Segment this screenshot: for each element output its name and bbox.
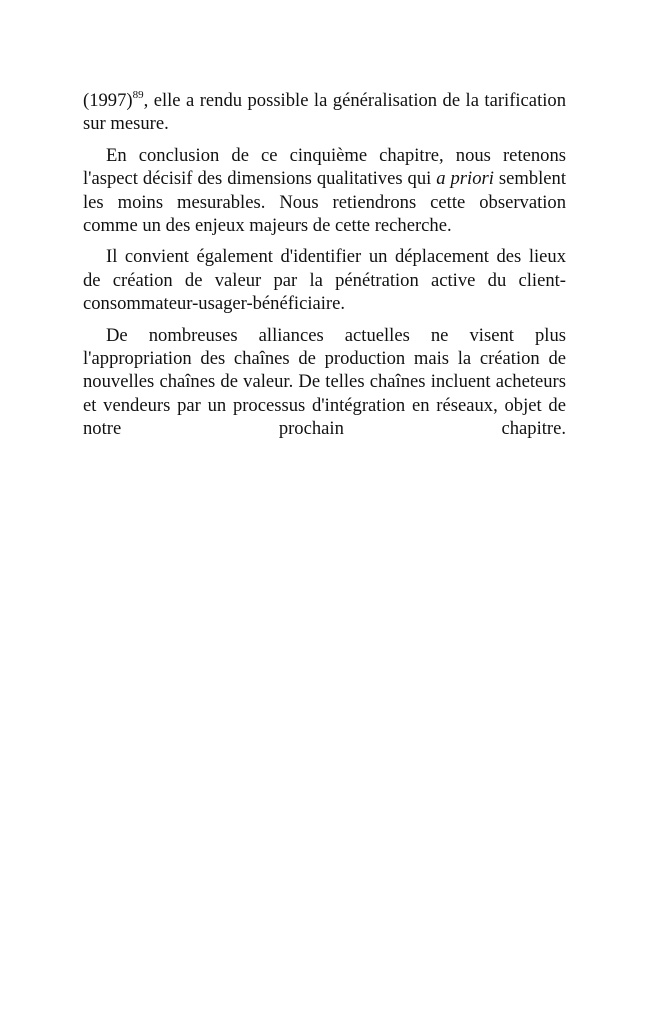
paragraph-continuation (83, 89, 566, 136)
document-page (83, 89, 566, 441)
text-segment: En conclusion de ce cinquième chapitre, nous retenons l'aspect décisif des dimensions qualitatives qui (83, 144, 566, 190)
paragraph-conclusion (83, 144, 566, 238)
paragraph-value-shift: Il convient également d'identifier un déplacement des lieux de création de valeur par la pénétration active du client-consommateur-usager-bénéficiaire. (83, 246, 566, 315)
text-segment: semblent les moins mesurables. Nous retiendrons cette observation comme un des enjeux majeurs de cette recherche. (83, 168, 566, 237)
footnote-reference[interactable]: 89 (132, 89, 144, 101)
italic-phrase: a priori (436, 168, 494, 190)
text-segment: , elle a rendu possible la généralisation de la tarification sur mesure. (83, 90, 566, 135)
paragraph-alliances: De nombreuses alliances actuelles ne visent plus l'appropriation des chaînes de production mais la création de nouvelles chaînes de valeur. De telles chaînes incluent acheteurs et vendeurs par un processus d'intégration en réseaux, objet de notre prochain chapitre. (83, 324, 566, 440)
text-segment: (1997) (83, 90, 133, 111)
